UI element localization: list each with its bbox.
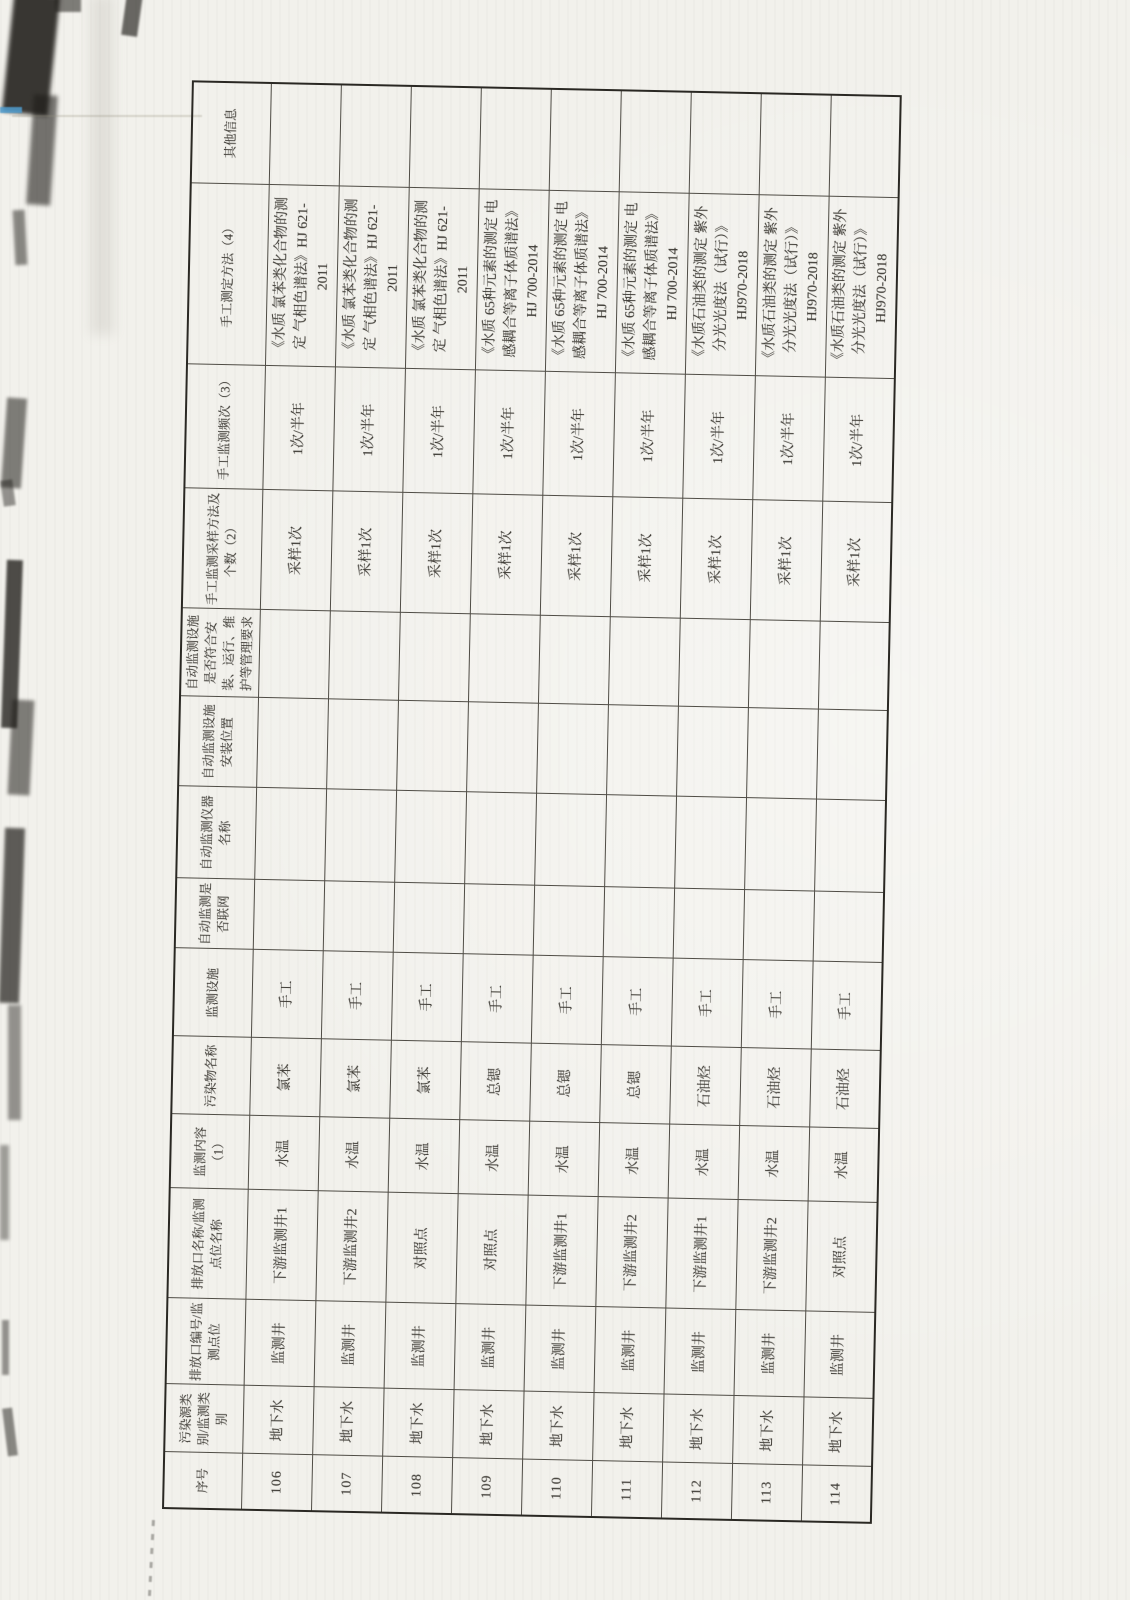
cell-107-networked <box>323 881 394 952</box>
header-cell-install_pos: 自动监测设施安装位置 <box>178 696 258 788</box>
cell-106-auto_req <box>258 610 330 699</box>
cell-108-content: 水温 <box>388 1119 460 1194</box>
cell-113-instrument <box>744 798 816 891</box>
header-cell-point_name: 排放口名称/监测点位名称 <box>167 1188 247 1300</box>
cell-110-networked <box>533 886 604 957</box>
cell-106-sampling: 采样1次 <box>260 490 332 611</box>
cell-111-networked <box>603 887 674 958</box>
cell-108-install_pos <box>396 701 468 792</box>
scan-smudge <box>0 1145 9 1240</box>
header-cell-category: 污染源类别/监测类别 <box>164 1384 243 1454</box>
cell-107-point_name: 下游监测井2 <box>315 1191 387 1302</box>
cell-107-facility: 手工 <box>321 951 393 1040</box>
cell-112-seq: 112 <box>661 1462 732 1519</box>
cell-113-method: 《水质石油类的测定 紫外分光光度法（试行）》 HJ970-2018 <box>755 195 829 377</box>
scan-smudge <box>2 0 60 116</box>
scan-dotted-streak <box>148 1518 155 1596</box>
scan-smudge <box>8 1005 21 1120</box>
cell-111-category: 地下水 <box>592 1393 663 1462</box>
cell-106-other <box>269 83 341 186</box>
cell-110-install_pos <box>536 704 608 795</box>
table-row-107 <box>311 84 411 1512</box>
table-row-112 <box>661 92 761 1520</box>
cell-109-seq: 109 <box>451 1458 522 1515</box>
scan-smudge <box>121 0 143 37</box>
cell-113-seq: 113 <box>731 1464 802 1521</box>
scan-smudge <box>0 828 25 1004</box>
cell-106-pollutant: 氯苯 <box>249 1038 321 1117</box>
cell-114-pollutant: 石油烃 <box>809 1049 881 1128</box>
cell-113-point_code: 监测井 <box>733 1310 805 1397</box>
cell-106-method: 《水质 氯苯类化合物的测定 气相色谱法》HJ 621-2011 <box>265 185 339 367</box>
cell-106-install_pos <box>256 698 328 789</box>
cell-107-sampling: 采样1次 <box>330 491 402 612</box>
cell-114-method: 《水质石油类的测定 紫外分光光度法（试行）》 HJ970-2018 <box>825 197 899 379</box>
cell-106-seq: 106 <box>241 1454 312 1511</box>
cell-111-other <box>619 90 691 193</box>
table-row-110 <box>521 89 621 1517</box>
cell-108-category: 地下水 <box>382 1389 453 1458</box>
cell-112-instrument <box>674 797 746 890</box>
cell-109-facility: 手工 <box>461 954 533 1043</box>
table-row-108 <box>381 86 481 1514</box>
header-cell-networked: 自动监测是否联网 <box>175 878 254 950</box>
cell-111-seq: 111 <box>591 1461 662 1518</box>
table-sheet <box>162 82 891 1523</box>
cell-107-other <box>339 84 411 187</box>
cell-114-frequency: 1次/半年 <box>822 378 895 503</box>
scan-smudge <box>1 397 27 488</box>
header-cell-facility: 监测设施 <box>173 948 253 1038</box>
cell-113-networked <box>743 890 814 961</box>
cell-113-other <box>759 93 831 196</box>
cell-109-point_code: 监测井 <box>454 1304 526 1391</box>
cell-109-instrument <box>464 792 536 885</box>
cell-108-pollutant: 氯苯 <box>389 1041 461 1120</box>
cell-110-seq: 110 <box>521 1460 592 1517</box>
cell-112-point_code: 监测井 <box>664 1308 736 1395</box>
table-row-109 <box>451 87 551 1515</box>
header-cell-content: 监测内容（1） <box>170 1114 250 1190</box>
cell-108-other <box>409 86 481 189</box>
scan-smudge <box>1 560 23 728</box>
cell-107-method: 《水质 氯苯类化合物的测定 气相色谱法》HJ 621-2011 <box>335 186 409 368</box>
cell-111-pollutant: 总锶 <box>599 1045 671 1124</box>
cell-109-install_pos <box>466 702 538 793</box>
cell-107-category: 地下水 <box>312 1387 383 1456</box>
cell-107-instrument <box>324 789 396 882</box>
cell-106-networked <box>253 880 324 951</box>
scan-smudge <box>13 210 28 266</box>
cell-112-frequency: 1次/半年 <box>682 375 755 500</box>
cell-114-install_pos <box>816 710 888 801</box>
cell-107-content: 水温 <box>318 1117 390 1192</box>
cell-114-content: 水温 <box>808 1127 880 1202</box>
cell-110-auto_req <box>538 616 610 705</box>
cell-107-seq: 107 <box>311 1455 382 1512</box>
cell-112-pollutant: 石油烃 <box>669 1047 741 1126</box>
cell-109-method: 《水质 65种元素的测定 电感耦合等离子体质谱法》HJ 700-2014 <box>475 189 549 371</box>
table-header <box>163 81 271 1509</box>
cell-110-point_name: 下游监测井1 <box>525 1196 597 1307</box>
cell-108-seq: 108 <box>381 1457 452 1514</box>
scan-smudge <box>2 1408 18 1457</box>
cell-114-sampling: 采样1次 <box>820 502 892 623</box>
header-row <box>163 81 271 1509</box>
header-cell-frequency: 手工监测频次（3） <box>184 364 265 490</box>
monitoring-table <box>162 80 902 1524</box>
cell-113-category: 地下水 <box>732 1396 803 1465</box>
table-body <box>241 83 901 1523</box>
cell-106-instrument <box>254 788 326 881</box>
cell-113-facility: 手工 <box>741 960 813 1049</box>
cell-111-content: 水温 <box>598 1123 670 1198</box>
cell-114-point_name: 对照点 <box>805 1201 877 1312</box>
cell-114-point_code: 监测井 <box>803 1311 875 1398</box>
cell-111-install_pos <box>606 705 678 796</box>
cell-109-other <box>479 87 551 190</box>
cell-110-instrument <box>534 794 606 887</box>
cell-112-point_name: 下游监测井1 <box>665 1199 737 1310</box>
cell-112-category: 地下水 <box>662 1394 733 1463</box>
table-row-114 <box>801 95 901 1523</box>
cell-113-content: 水温 <box>738 1126 810 1201</box>
cell-109-pollutant: 总锶 <box>459 1042 531 1121</box>
cell-106-facility: 手工 <box>251 950 323 1039</box>
cell-110-other <box>549 89 621 192</box>
cell-114-category: 地下水 <box>802 1397 873 1466</box>
table-row-106 <box>241 83 341 1511</box>
scan-gray-band <box>90 0 114 335</box>
header-cell-instrument: 自动监测仪器名称 <box>176 786 256 880</box>
header-cell-sampling: 手工监测采样方法及个数（2） <box>182 488 262 610</box>
cell-106-point_name: 下游监测井1 <box>245 1190 317 1301</box>
cell-114-facility: 手工 <box>811 962 883 1051</box>
cell-114-auto_req <box>818 622 890 711</box>
cell-106-content: 水温 <box>248 1116 320 1191</box>
header-cell-pollutant: 污染物名称 <box>171 1036 251 1116</box>
cell-110-facility: 手工 <box>531 956 603 1045</box>
cell-111-point_name: 下游监测井2 <box>595 1197 667 1308</box>
table-row-113 <box>731 93 831 1521</box>
cell-109-frequency: 1次/半年 <box>472 370 545 495</box>
cell-112-other <box>689 92 761 195</box>
cell-108-point_name: 对照点 <box>385 1193 457 1304</box>
cell-112-networked <box>673 889 744 960</box>
cell-107-install_pos <box>326 699 398 790</box>
cell-108-sampling: 采样1次 <box>400 493 472 614</box>
cell-109-content: 水温 <box>458 1120 530 1195</box>
column-widths <box>163 81 901 1523</box>
cell-108-method: 《水质 氯苯类化合物的测定 气相色谱法》HJ 621-2011 <box>405 188 479 370</box>
cell-111-instrument <box>604 795 676 888</box>
cell-107-point_code: 监测井 <box>314 1301 386 1388</box>
cell-112-content: 水温 <box>668 1125 740 1200</box>
scan-faint-line <box>12 115 202 117</box>
scan-blue-mark <box>0 107 22 113</box>
cell-110-pollutant: 总锶 <box>529 1044 601 1123</box>
header-cell-seq: 序号 <box>163 1452 242 1510</box>
cell-109-sampling: 采样1次 <box>470 494 542 615</box>
cell-113-pollutant: 石油烃 <box>739 1048 811 1127</box>
cell-114-other <box>829 95 901 198</box>
cell-110-frequency: 1次/半年 <box>542 372 615 497</box>
scan-smudge <box>8 699 35 795</box>
scan-smudge <box>2 1320 9 1375</box>
cell-106-frequency: 1次/半年 <box>262 366 335 491</box>
cell-110-content: 水温 <box>528 1122 600 1197</box>
cell-109-point_name: 对照点 <box>455 1194 527 1305</box>
cell-107-frequency: 1次/半年 <box>332 367 405 492</box>
cell-108-frequency: 1次/半年 <box>402 369 475 494</box>
cell-111-frequency: 1次/半年 <box>612 373 685 498</box>
cell-109-networked <box>463 884 534 955</box>
header-cell-auto_req: 自动监测设施是否符合安装、运行、维护等管理要求 <box>180 608 260 698</box>
cell-111-method: 《水质 65种元素的测定 电感耦合等离子体质谱法》HJ 700-2014 <box>615 192 689 374</box>
cell-107-auto_req <box>328 611 400 700</box>
header-cell-method: 手工测定方法（4） <box>187 183 269 366</box>
cell-113-point_name: 下游监测井2 <box>735 1200 807 1311</box>
cell-106-category: 地下水 <box>242 1386 313 1455</box>
header-cell-other: 其他信息 <box>191 81 271 185</box>
scan-smudge <box>0 479 16 506</box>
scan-smudge <box>26 94 58 205</box>
cell-112-auto_req <box>678 619 750 708</box>
cell-113-install_pos <box>746 708 818 799</box>
cell-108-auto_req <box>398 613 470 702</box>
cell-111-facility: 手工 <box>601 957 673 1046</box>
scan-smudge <box>55 0 81 12</box>
cell-110-method: 《水质 65种元素的测定 电感耦合等离子体质谱法》HJ 700-2014 <box>545 191 619 373</box>
cell-108-instrument <box>394 791 466 884</box>
cell-108-facility: 手工 <box>391 953 463 1042</box>
cell-113-auto_req <box>748 620 820 709</box>
cell-106-point_code: 监测井 <box>244 1300 316 1387</box>
cell-108-point_code: 监测井 <box>384 1303 456 1390</box>
cell-113-sampling: 采样1次 <box>750 500 822 621</box>
cell-110-point_code: 监测井 <box>524 1306 596 1393</box>
cell-112-install_pos <box>676 707 748 798</box>
table-row-111 <box>591 90 691 1518</box>
cell-112-facility: 手工 <box>671 959 743 1048</box>
cell-114-instrument <box>814 800 886 893</box>
cell-113-frequency: 1次/半年 <box>752 376 825 501</box>
header-cell-point_code: 排放口编号/监测点位 <box>166 1298 246 1386</box>
cell-108-networked <box>393 883 464 954</box>
cell-109-auto_req <box>468 614 540 703</box>
cell-110-category: 地下水 <box>522 1392 593 1461</box>
cell-111-point_code: 监测井 <box>594 1307 666 1394</box>
cell-111-auto_req <box>608 617 680 706</box>
cell-109-category: 地下水 <box>452 1390 523 1459</box>
cell-114-seq: 114 <box>801 1465 872 1522</box>
cell-111-sampling: 采样1次 <box>610 497 682 618</box>
cell-112-sampling: 采样1次 <box>680 499 752 620</box>
cell-107-pollutant: 氯苯 <box>319 1039 391 1118</box>
cell-110-sampling: 采样1次 <box>540 496 612 617</box>
rotated-table-region <box>162 82 891 1509</box>
cell-112-method: 《水质石油类的测定 紫外分光光度法（试行）》 HJ970-2018 <box>685 194 759 376</box>
cell-114-networked <box>813 892 884 963</box>
